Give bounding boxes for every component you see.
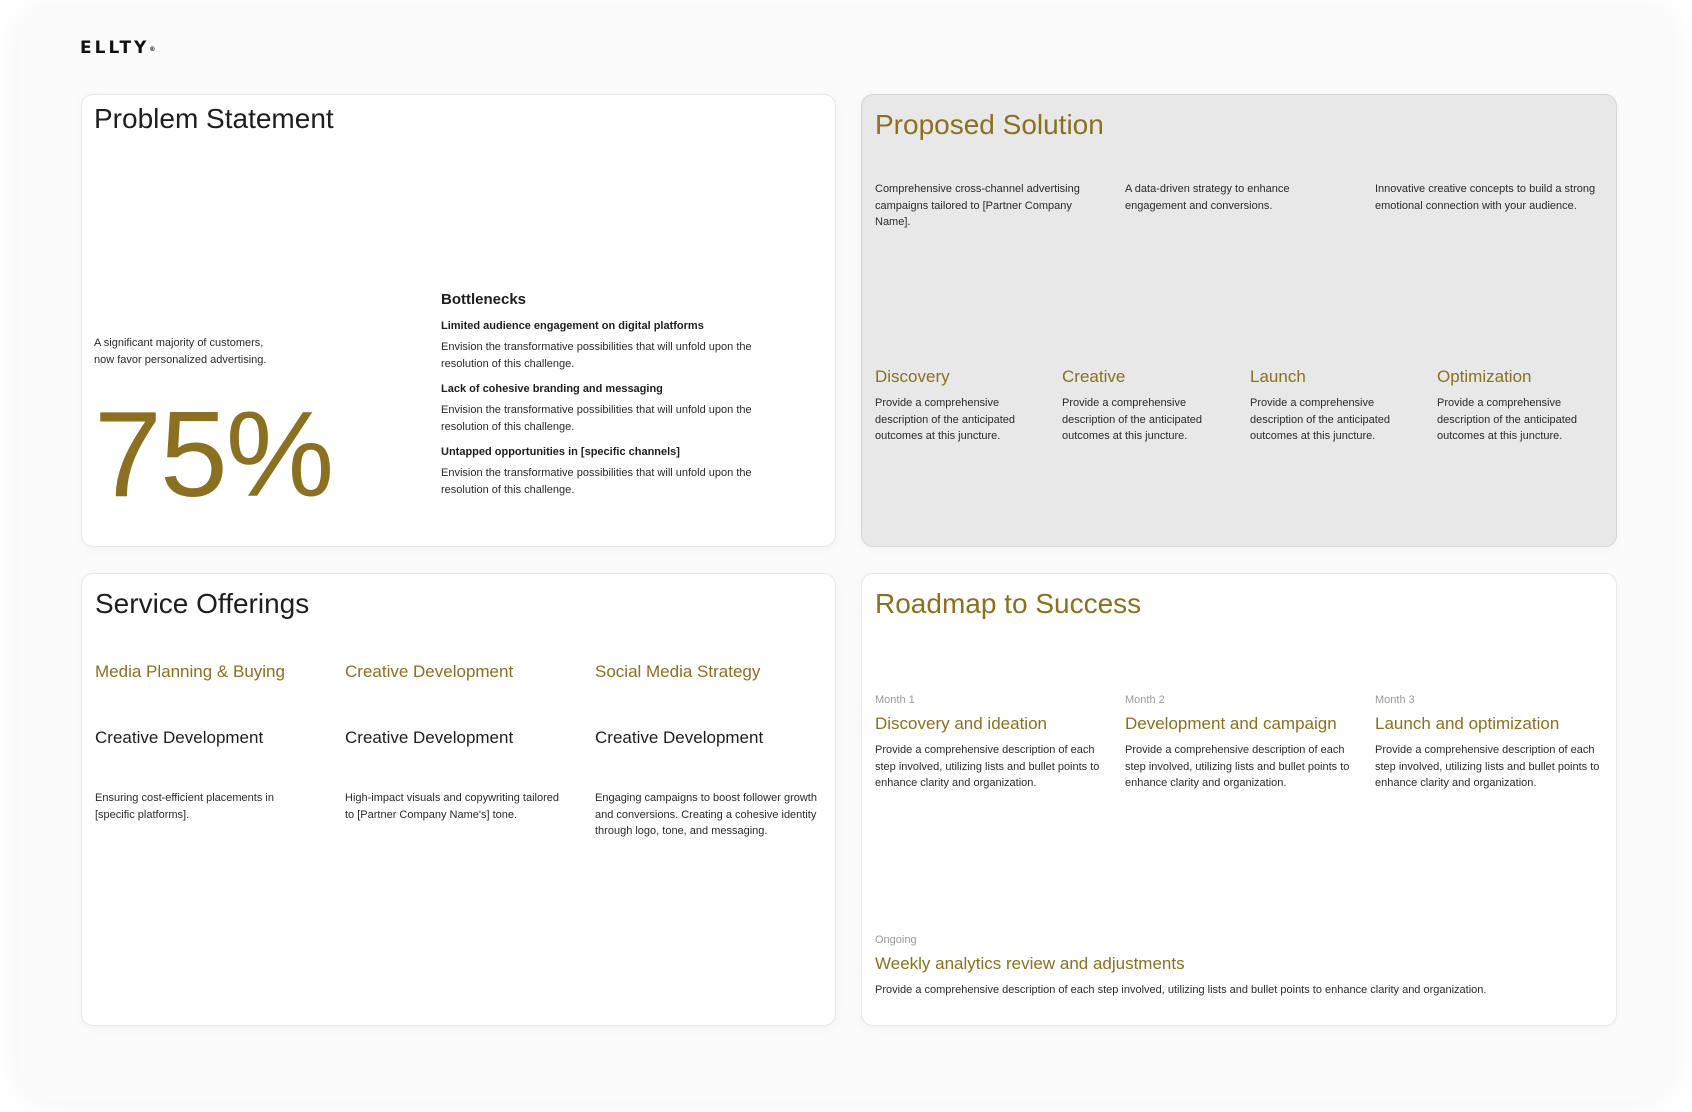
phase-text: Provide a comprehensive description of the anticipated outcomes at this juncture. xyxy=(1062,397,1203,442)
bottleneck-text: Envision the transformative possibilities that will unfold upon the resolution of this challenge. xyxy=(441,404,752,433)
bottleneck-heading: Untapped opportunities in [specific channels] xyxy=(441,446,680,458)
phase-name: Optimization xyxy=(1437,367,1532,386)
service-name: Media Planning & Buying xyxy=(95,662,285,681)
brand-logo-text: ELLTY xyxy=(80,38,150,58)
step-label: Month 1 xyxy=(875,694,915,706)
service-text: Engaging campaigns to boost follower growth and conversions. Creating a cohesive identity through logo, tone, and messaging. xyxy=(595,792,817,837)
phase-text: Provide a comprehensive description of the anticipated outcomes at this juncture. xyxy=(1437,397,1578,442)
bottleneck-item xyxy=(441,320,771,372)
roadmap-step xyxy=(1125,694,1360,792)
phase-item-optimization xyxy=(1437,367,1597,445)
step-name: Launch and optimization xyxy=(1375,714,1560,733)
service-text: Ensuring cost-efficient placements in [specific platforms]. xyxy=(95,792,274,821)
service-subtitle: Creative Development xyxy=(595,728,764,747)
step-text: Provide a comprehensive description of each step involved, utilizing lists and bullet points to enhance clarity and organization. xyxy=(1375,744,1600,789)
stat-value: 75% xyxy=(94,386,333,522)
problem-title: Problem Statement xyxy=(94,103,334,134)
solution-point: A data-driven strategy to enhance engagement and conversions. xyxy=(1125,183,1290,212)
stat-caption: A significant majority of customers, now favor personalized advertising. xyxy=(94,337,267,366)
brand-logo-mark: ® xyxy=(149,46,156,53)
phase-text: Provide a comprehensive description of the anticipated outcomes at this juncture. xyxy=(1250,397,1391,442)
phase-item-launch xyxy=(1250,367,1410,445)
step-name: Development and campaign xyxy=(1125,714,1337,733)
service-name: Creative Development xyxy=(345,662,514,681)
bottleneck-text: Envision the transformative possibilities that will unfold upon the resolution of this challenge. xyxy=(441,341,752,370)
phase-name: Launch xyxy=(1250,367,1306,386)
ongoing-label: Ongoing xyxy=(875,934,917,946)
brand-logo xyxy=(80,38,155,58)
bottleneck-item xyxy=(441,446,771,498)
problem-statement-card xyxy=(81,94,836,547)
phase-name: Discovery xyxy=(875,367,950,386)
service-name: Social Media Strategy xyxy=(595,662,761,681)
phase-name: Creative xyxy=(1062,367,1126,386)
service-item xyxy=(345,662,575,823)
step-label: Month 2 xyxy=(1125,694,1165,706)
bottleneck-heading: Limited audience engagement on digital platforms xyxy=(441,320,704,332)
solution-point: Comprehensive cross-channel advertising campaigns tailored to [Partner Company Name]. xyxy=(875,183,1080,228)
service-subtitle: Creative Development xyxy=(345,728,514,747)
solution-title: Proposed Solution xyxy=(875,109,1104,140)
service-offerings-card xyxy=(81,573,836,1026)
solution-point: Innovative creative concepts to build a strong emotional connection with your audience. xyxy=(1375,183,1596,212)
service-text: High-impact visuals and copywriting tailored to [Partner Company Name's] tone. xyxy=(345,792,559,821)
services-title: Service Offerings xyxy=(95,588,310,619)
roadmap-ongoing xyxy=(875,934,1595,999)
ongoing-text: Provide a comprehensive description of each step involved, utilizing lists and bullet points to enhance clarity and organization. xyxy=(875,984,1487,996)
bottleneck-text: Envision the transformative possibilities that will unfold upon the resolution of this challenge. xyxy=(441,467,752,496)
step-label: Month 3 xyxy=(1375,694,1415,706)
phase-item-discovery xyxy=(875,367,1035,445)
bottleneck-heading: Lack of cohesive branding and messaging xyxy=(441,383,663,395)
roadmap-card xyxy=(861,573,1617,1026)
bottleneck-item xyxy=(441,383,771,435)
step-text: Provide a comprehensive description of each step involved, utilizing lists and bullet points to enhance clarity and organization. xyxy=(875,744,1100,789)
phase-item-creative xyxy=(1062,367,1222,445)
phase-text: Provide a comprehensive description of the anticipated outcomes at this juncture. xyxy=(875,397,1016,442)
service-item xyxy=(95,662,325,823)
service-subtitle: Creative Development xyxy=(95,728,264,747)
roadmap-step xyxy=(1375,694,1610,792)
bottlenecks-title: Bottlenecks xyxy=(441,291,527,308)
proposed-solution-card xyxy=(861,94,1617,547)
service-item xyxy=(595,662,825,840)
roadmap-title: Roadmap to Success xyxy=(875,588,1142,619)
ongoing-name: Weekly analytics review and adjustments xyxy=(875,954,1185,973)
step-text: Provide a comprehensive description of each step involved, utilizing lists and bullet points to enhance clarity and organization. xyxy=(1125,744,1350,789)
step-name: Discovery and ideation xyxy=(875,714,1047,733)
roadmap-step xyxy=(875,694,1110,792)
